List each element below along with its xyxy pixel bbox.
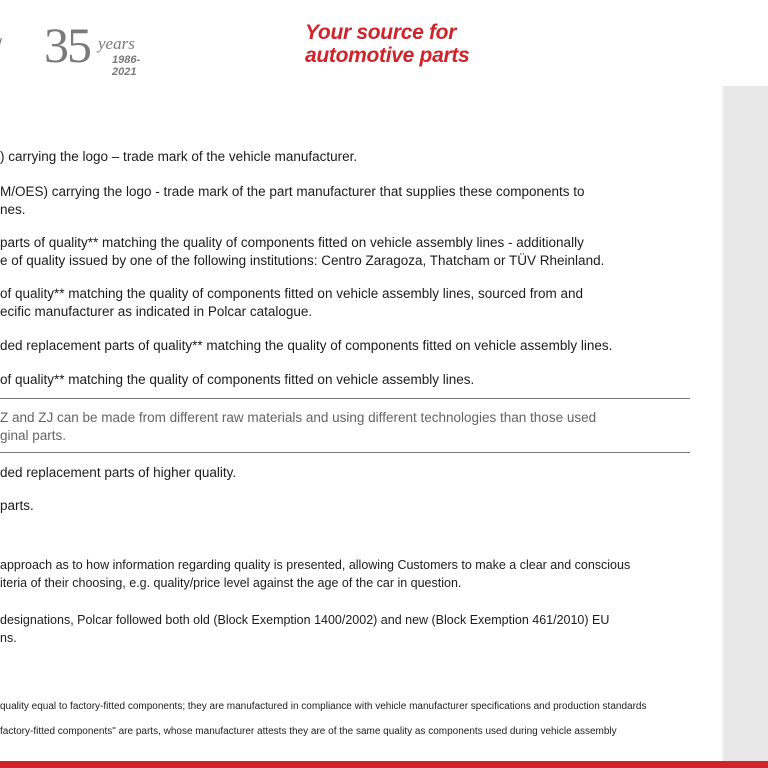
paragraph-line: designations, Polcar followed both old (Block Exemption 1400/2002) and new (Block Exemption 461/2010) EU <box>0 613 610 627</box>
quality-item-line: ecific manufacturer as indicated in Polcar catalogue. <box>0 304 313 319</box>
anniversary-word: years <box>98 34 135 53</box>
page-header <box>0 0 768 86</box>
tagline <box>305 21 469 67</box>
quality-item-line: nes. <box>0 202 26 217</box>
footnote-line: factory-fitted components" are parts, whose manufacturer attests they are of the same quality as components used during vehicle assembly <box>0 726 617 737</box>
paragraph-line: approach as to how information regarding quality is presented, allowing Customers to make a clear and conscious <box>0 558 631 572</box>
paragraph-line: ns. <box>0 631 17 645</box>
note-divider-bottom <box>0 452 690 453</box>
anniversary-range: 1986-2021 <box>112 54 141 78</box>
note-line: ginal parts. <box>0 428 67 443</box>
quality-item-line: parts. <box>0 498 34 513</box>
quality-item-line: parts of quality** matching the quality of components fitted on vehicle assembly lines - additionally <box>0 235 584 250</box>
logo-fragment <box>0 38 4 48</box>
bottom-accent-bar <box>0 761 768 768</box>
quality-item-line: of quality** matching the quality of components fitted on vehicle assembly lines, sourced from and <box>0 286 584 301</box>
quality-item-line: ded replacement parts of higher quality. <box>0 465 237 480</box>
anniversary-badge <box>44 17 154 78</box>
quality-item-line: ded replacement parts of quality** matching the quality of components fitted on vehicle assembly lines. <box>0 338 613 353</box>
tagline-line-1: Your source for <box>305 21 457 44</box>
note-line: Z and ZJ can be made from different raw materials and using different technologies than those used <box>0 410 597 425</box>
footnote-line: quality equal to factory-fitted components; they are manufactured in compliance with vehicle manufacturer specifications and production standards <box>0 701 647 712</box>
anniversary-number: 35 <box>44 17 90 73</box>
tagline-line-2: automotive parts <box>305 44 470 67</box>
quality-item-line: ) carrying the logo – trade mark of the vehicle manufacturer. <box>0 149 358 164</box>
quality-item-line: of quality** matching the quality of components fitted on vehicle assembly lines. <box>0 372 475 387</box>
note-divider-top <box>0 398 690 399</box>
paragraph-line: iteria of their choosing, e.g. quality/price level against the age of the car in question. <box>0 576 462 590</box>
quality-item-line: M/OES) carrying the logo - trade mark of the part manufacturer that supplies these components to <box>0 184 585 199</box>
content-panel <box>0 86 722 762</box>
right-sidebar <box>724 86 768 762</box>
quality-item-line: e of quality issued by one of the following institutions: Centro Zaragoza, Thatcham or TÜV Rheinland. <box>0 253 605 268</box>
